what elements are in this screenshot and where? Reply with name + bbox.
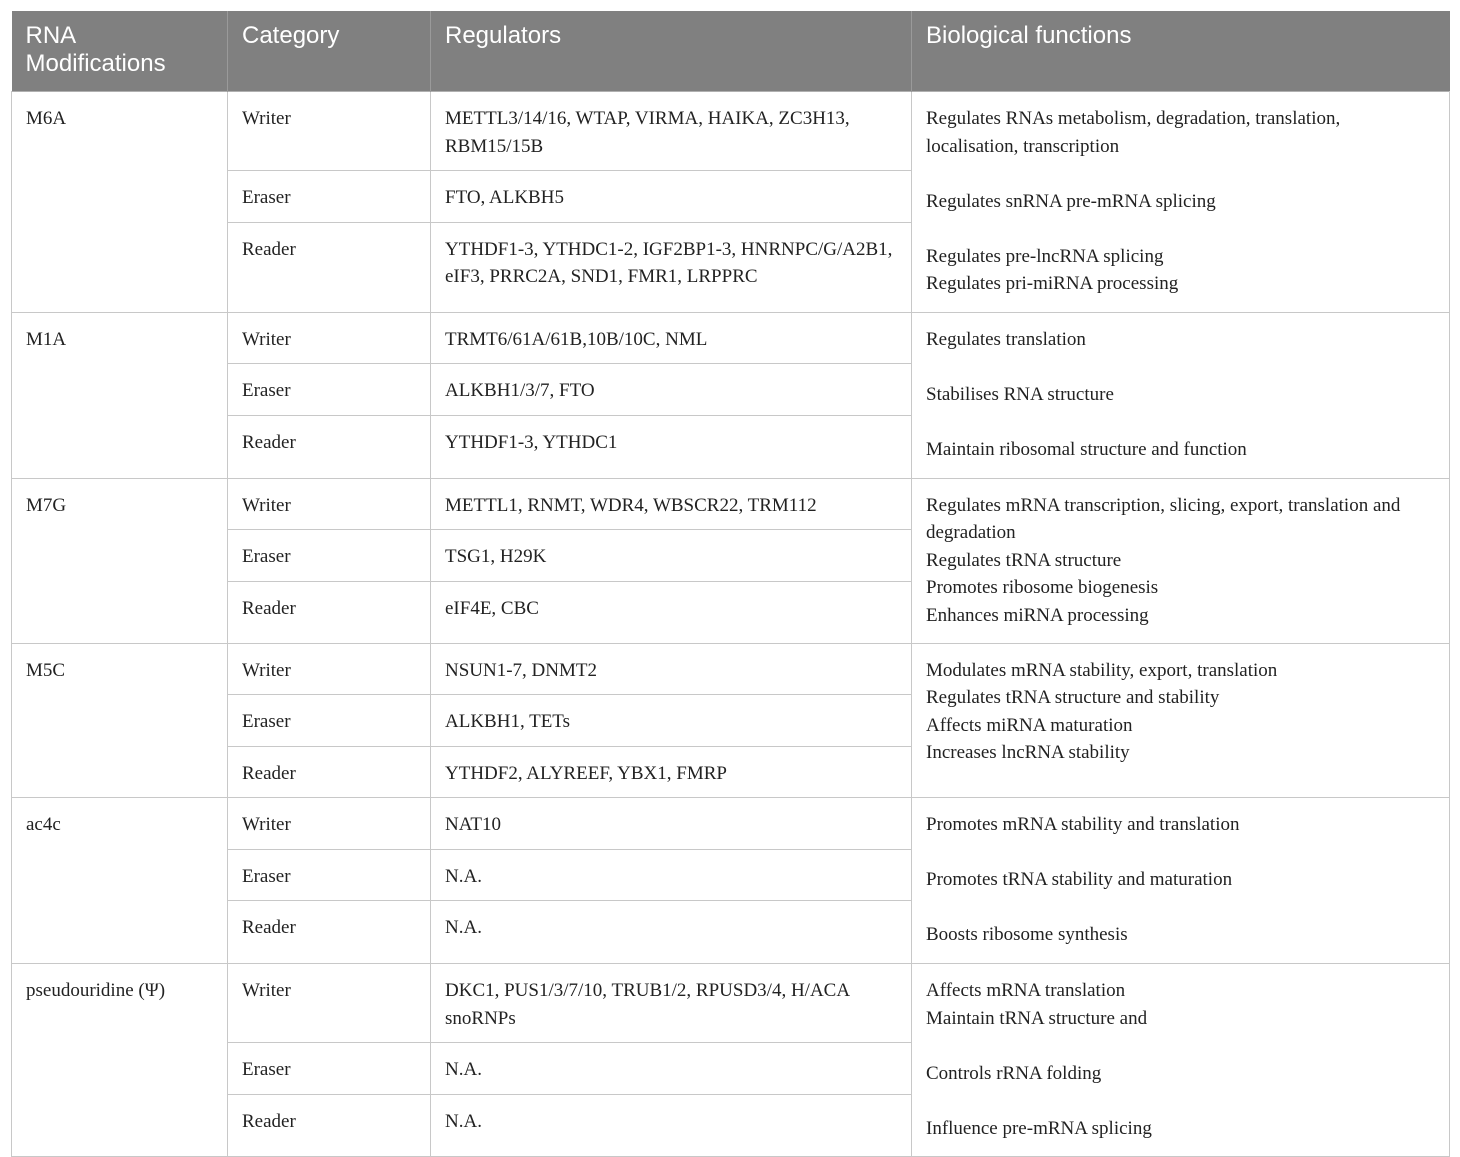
function-line: Regulates mRNA transcription, slicing, export, translation and degradation <box>926 494 1401 543</box>
function-line: Affects miRNA maturation <box>926 714 1133 736</box>
function-line: Promotes tRNA stability and maturation <box>926 869 1233 890</box>
function-line: Enhances miRNA processing <box>926 604 1149 626</box>
regulators-cell: NAT10 <box>431 798 912 850</box>
modification-cell: M5C <box>12 643 228 798</box>
category-cell: Writer <box>228 798 431 850</box>
table-row <box>12 92 1450 171</box>
category-cell: Reader <box>228 901 431 964</box>
category-cell: Eraser <box>228 1043 431 1095</box>
regulators-cell: TRMT6/61A/61B,10B/10C, NML <box>431 312 912 364</box>
functions-cell <box>912 92 1450 313</box>
category-cell: Writer <box>228 643 431 695</box>
modification-cell: ac4c <box>12 798 228 964</box>
category-cell: Reader <box>228 581 431 643</box>
modification-cell: M1A <box>12 312 228 478</box>
regulators-cell: eIF4E, CBC <box>431 581 912 643</box>
function-line: Regulates pri-miRNA processing <box>926 273 1179 294</box>
category-cell: Eraser <box>228 530 431 582</box>
function-line: Affects mRNA translation <box>926 980 1126 1001</box>
modification-cell: pseudouridine (Ψ) <box>12 964 228 1157</box>
category-cell: Writer <box>228 312 431 364</box>
header-rna-modifications: RNA Modifications <box>12 11 228 92</box>
regulators-cell: N.A. <box>431 849 912 901</box>
rna-modifications-table <box>11 11 1450 1157</box>
table-row <box>12 312 1450 364</box>
function-line: Influence pre-mRNA splicing <box>926 1117 1152 1139</box>
table-row <box>12 798 1450 850</box>
function-line: Regulates snRNA pre-mRNA splicing <box>926 190 1216 212</box>
regulators-cell: ALKBH1, TETs <box>431 695 912 747</box>
category-cell: Eraser <box>228 695 431 747</box>
functions-cell <box>912 478 1450 643</box>
function-line: Controls rRNA folding <box>926 1062 1102 1084</box>
function-line: Boosts ribosome synthesis <box>926 924 1128 945</box>
function-line: Regulates RNAs metabolism, degradation, translation, localisation, transcription <box>926 108 1341 157</box>
regulators-cell: METTL3/14/16, WTAP, VIRMA, HAIKA, ZC3H13, RBM15/15B <box>431 92 912 171</box>
regulators-cell: TSG1, H29K <box>431 530 912 582</box>
category-cell: Reader <box>228 1094 431 1156</box>
functions-cell <box>912 798 1450 964</box>
modification-cell: M7G <box>12 478 228 643</box>
function-line: Promotes mRNA stability and translation <box>926 814 1240 835</box>
category-cell: Writer <box>228 964 431 1043</box>
category-cell: Reader <box>228 222 431 312</box>
functions-cell <box>912 643 1450 798</box>
regulators-cell: METTL1, RNMT, WDR4, WBSCR22, TRM112 <box>431 478 912 530</box>
regulators-cell: NSUN1-7, DNMT2 <box>431 643 912 695</box>
category-cell: Writer <box>228 92 431 171</box>
category-cell: Writer <box>228 478 431 530</box>
function-line: Regulates tRNA structure <box>926 549 1122 571</box>
category-cell: Reader <box>228 746 431 798</box>
category-cell: Eraser <box>228 364 431 416</box>
table-header-row <box>12 11 1450 92</box>
table-row <box>12 964 1450 1043</box>
category-cell: Reader <box>228 415 431 478</box>
regulators-cell: YTHDF1-3, YTHDC1-2, IGF2BP1-3, HNRNPC/G/A2B1, eIF3, PRRC2A, SND1, FMR1, LRPPRC <box>431 222 912 312</box>
function-line: Stabilises RNA structure <box>926 383 1114 405</box>
category-cell: Eraser <box>228 171 431 223</box>
category-cell: Eraser <box>228 849 431 901</box>
regulators-cell: YTHDF1-3, YTHDC1 <box>431 415 912 478</box>
header-biological-functions: Biological functions <box>912 11 1450 92</box>
regulators-cell: ALKBH1/3/7, FTO <box>431 364 912 416</box>
regulators-cell: FTO, ALKBH5 <box>431 171 912 223</box>
function-line: Regulates pre-lncRNA splicing <box>926 245 1164 267</box>
function-line: Increases lncRNA stability <box>926 742 1130 763</box>
regulators-cell: N.A. <box>431 1043 912 1095</box>
functions-cell <box>912 964 1450 1157</box>
function-line: Maintain tRNA structure and <box>926 1007 1148 1029</box>
regulators-cell: N.A. <box>431 901 912 964</box>
function-line: Regulates translation <box>926 328 1086 350</box>
functions-cell <box>912 312 1450 478</box>
header-regulators: Regulators <box>431 11 912 92</box>
modification-cell: M6A <box>12 92 228 313</box>
table-row <box>12 478 1450 530</box>
function-line: Promotes ribosome biogenesis <box>926 577 1159 598</box>
table-row <box>12 643 1450 695</box>
function-line: Maintain ribosomal structure and function <box>926 438 1247 460</box>
regulators-cell: DKC1, PUS1/3/7/10, TRUB1/2, RPUSD3/4, H/ACA snoRNPs <box>431 964 912 1043</box>
header-category: Category <box>228 11 431 92</box>
function-line: Regulates tRNA structure and stability <box>926 687 1220 708</box>
function-line: Modulates mRNA stability, export, translation <box>926 659 1278 681</box>
regulators-cell: YTHDF2, ALYREEF, YBX1, FMRP <box>431 746 912 798</box>
regulators-cell: N.A. <box>431 1094 912 1156</box>
